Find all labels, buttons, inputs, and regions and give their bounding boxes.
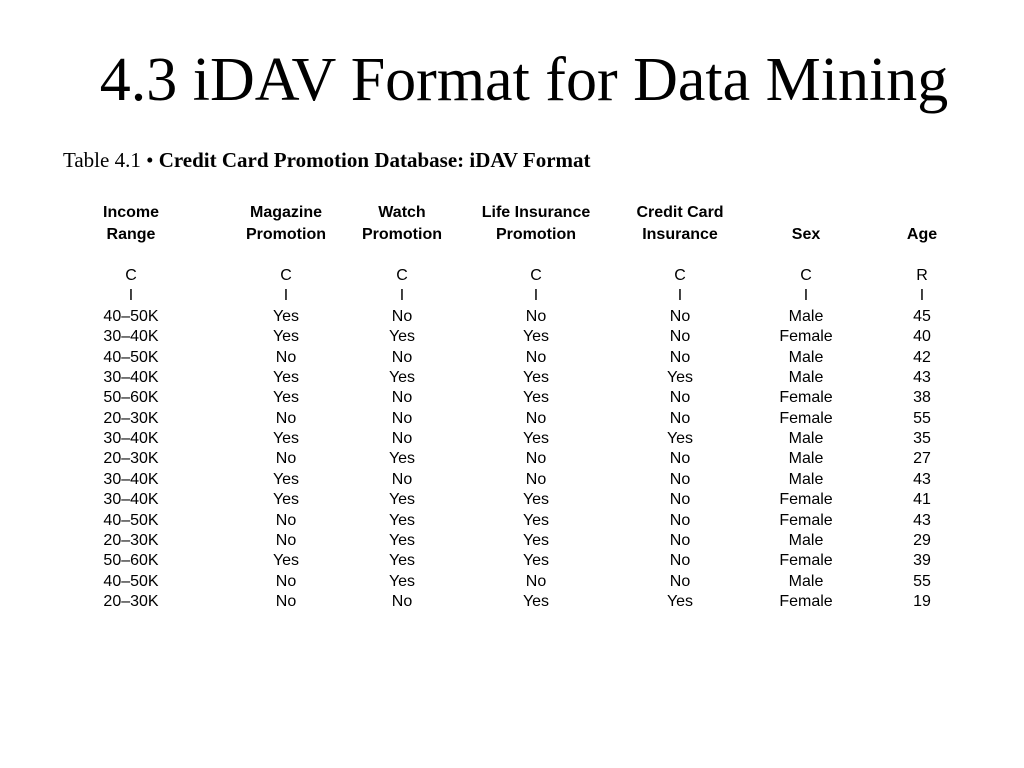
table-cell-income-range: 30–40K (103, 471, 159, 488)
table-cell-income-range: 30–40K (103, 430, 159, 447)
table-cell-magazine-promotion: No (275, 512, 297, 529)
table-cell-credit-card-insurance: No (669, 328, 691, 345)
header-income-range: Range (106, 226, 156, 243)
table-cell-magazine-promotion: No (275, 349, 297, 366)
table-cell-credit-card-insurance: No (669, 491, 691, 508)
table-cell-credit-card-insurance: Yes (666, 430, 694, 447)
table-cell-credit-card-insurance: No (669, 512, 691, 529)
type-cell-life-insurance-promotion: I (533, 287, 539, 304)
table-cell-magazine-promotion: Yes (272, 430, 300, 447)
table-cell-credit-card-insurance: No (669, 308, 691, 325)
header-credit-card-insurance: Credit Card (636, 204, 724, 221)
table-cell-age: 43 (913, 512, 931, 529)
table-cell-income-range: 40–50K (103, 349, 159, 366)
table-cell-credit-card-insurance: No (669, 410, 691, 427)
table-cell-credit-card-insurance: No (669, 573, 691, 590)
type-cell-magazine-promotion: I (283, 287, 289, 304)
table-cell-watch-promotion: Yes (388, 491, 416, 508)
table-cell-age: 35 (913, 430, 931, 447)
table-cell-watch-promotion: No (391, 308, 413, 325)
table-cell-age: 42 (913, 349, 931, 366)
table-cell-life-insurance-promotion: Yes (522, 593, 550, 610)
table-cell-magazine-promotion: Yes (272, 328, 300, 345)
type-cell-income-range: C (125, 267, 137, 284)
table-cell-life-insurance-promotion: No (525, 349, 547, 366)
table-cell-credit-card-insurance: No (669, 532, 691, 549)
table-cell-age: 55 (913, 410, 931, 427)
table-cell-life-insurance-promotion: Yes (522, 532, 550, 549)
table-cell-credit-card-insurance: No (669, 450, 691, 467)
table-cell-watch-promotion: Yes (388, 573, 416, 590)
table-cell-sex: Male (788, 573, 824, 590)
table-cell-income-range: 40–50K (103, 512, 159, 529)
header-watch-promotion: Watch (378, 204, 426, 221)
table-cell-income-range: 20–30K (103, 410, 159, 427)
header-life-insurance-promotion: Life Insurance (481, 204, 591, 221)
table-cell-watch-promotion: No (391, 389, 413, 406)
table-cell-sex: Male (788, 430, 824, 447)
table-cell-life-insurance-promotion: No (525, 573, 547, 590)
table-cell-sex: Male (788, 349, 824, 366)
table-cell-life-insurance-promotion: Yes (522, 369, 550, 386)
table-cell-watch-promotion: Yes (388, 532, 416, 549)
table-cell-watch-promotion: No (391, 471, 413, 488)
table-cell-age: 27 (913, 450, 931, 467)
table-cell-income-range: 30–40K (103, 328, 159, 345)
header-magazine-promotion: Magazine (249, 204, 323, 221)
type-cell-watch-promotion: C (396, 267, 408, 284)
type-cell-sex: I (803, 287, 809, 304)
table-cell-credit-card-insurance: Yes (666, 593, 694, 610)
table-cell-income-range: 20–30K (103, 593, 159, 610)
table-cell-credit-card-insurance: No (669, 349, 691, 366)
table-cell-watch-promotion: Yes (388, 369, 416, 386)
table-caption-bullet: • (140, 148, 159, 172)
table-cell-income-range: 40–50K (103, 308, 159, 325)
table-cell-sex: Male (788, 308, 824, 325)
type-cell-life-insurance-promotion: C (530, 267, 542, 284)
table-cell-watch-promotion: No (391, 349, 413, 366)
table-cell-sex: Female (779, 552, 833, 569)
table-cell-life-insurance-promotion: Yes (522, 491, 550, 508)
table-cell-age: 29 (913, 532, 931, 549)
table-caption-label: Table 4.1 (63, 148, 141, 172)
table-cell-watch-promotion: Yes (388, 450, 416, 467)
table-cell-income-range: 30–40K (103, 369, 159, 386)
table-cell-life-insurance-promotion: Yes (522, 389, 550, 406)
table-cell-magazine-promotion: No (275, 593, 297, 610)
slide-title: 4.3 iDAV Format for Data Mining (99, 46, 949, 114)
table-caption-title: Credit Card Promotion Database: iDAV Format (158, 148, 591, 172)
table-cell-magazine-promotion: No (275, 573, 297, 590)
table-cell-income-range: 50–60K (103, 552, 159, 569)
table-cell-credit-card-insurance: No (669, 471, 691, 488)
table-cell-income-range: 40–50K (103, 573, 159, 590)
header-income-range: Income (102, 204, 160, 221)
type-cell-watch-promotion: I (399, 287, 405, 304)
table-cell-credit-card-insurance: No (669, 389, 691, 406)
table-cell-magazine-promotion: Yes (272, 308, 300, 325)
table-cell-life-insurance-promotion: Yes (522, 430, 550, 447)
table-cell-watch-promotion: No (391, 410, 413, 427)
type-cell-credit-card-insurance: I (677, 287, 683, 304)
table-cell-credit-card-insurance: No (669, 552, 691, 569)
table-cell-sex: Female (779, 389, 833, 406)
table-cell-age: 43 (913, 471, 931, 488)
table-cell-sex: Female (779, 491, 833, 508)
table-cell-magazine-promotion: Yes (272, 552, 300, 569)
table-cell-sex: Female (779, 512, 833, 529)
header-sex: Sex (791, 226, 821, 243)
table-cell-income-range: 20–30K (103, 450, 159, 467)
table-cell-sex: Female (779, 410, 833, 427)
header-watch-promotion: Promotion (362, 226, 442, 243)
table-cell-income-range: 20–30K (103, 532, 159, 549)
table-cell-life-insurance-promotion: Yes (522, 328, 550, 345)
table-cell-age: 39 (913, 552, 931, 569)
table-cell-income-range: 50–60K (103, 389, 159, 406)
table-cell-credit-card-insurance: Yes (666, 369, 694, 386)
table-cell-sex: Male (788, 369, 824, 386)
type-cell-sex: C (800, 267, 812, 284)
table-cell-sex: Female (779, 328, 833, 345)
table-cell-magazine-promotion: Yes (272, 389, 300, 406)
table-cell-watch-promotion: No (391, 430, 413, 447)
table-cell-magazine-promotion: No (275, 532, 297, 549)
table-cell-magazine-promotion: Yes (272, 491, 300, 508)
table-caption (63, 146, 591, 174)
header-life-insurance-promotion: Promotion (496, 226, 576, 243)
table-cell-magazine-promotion: No (275, 410, 297, 427)
table-cell-income-range: 30–40K (103, 491, 159, 508)
table-cell-magazine-promotion: Yes (272, 369, 300, 386)
header-credit-card-insurance: Insurance (642, 226, 718, 243)
table-cell-watch-promotion: No (391, 593, 413, 610)
table-cell-life-insurance-promotion: Yes (522, 512, 550, 529)
table-cell-sex: Male (788, 532, 824, 549)
type-cell-magazine-promotion: C (280, 267, 292, 284)
type-cell-age: R (916, 267, 928, 284)
table-cell-magazine-promotion: Yes (272, 471, 300, 488)
table-cell-age: 19 (913, 593, 931, 610)
table-cell-age: 55 (913, 573, 931, 590)
table-cell-age: 41 (913, 491, 931, 508)
table-cell-sex: Female (779, 593, 833, 610)
table-cell-age: 45 (913, 308, 931, 325)
type-cell-age: I (919, 287, 925, 304)
table-cell-sex: Male (788, 450, 824, 467)
table-cell-watch-promotion: Yes (388, 328, 416, 345)
header-age: Age (906, 226, 938, 243)
table-cell-life-insurance-promotion: Yes (522, 552, 550, 569)
table-cell-magazine-promotion: No (275, 450, 297, 467)
table-cell-life-insurance-promotion: No (525, 410, 547, 427)
table-cell-age: 38 (913, 389, 931, 406)
type-cell-credit-card-insurance: C (674, 267, 686, 284)
table-cell-age: 40 (913, 328, 931, 345)
type-cell-income-range: I (128, 287, 134, 304)
table-cell-watch-promotion: Yes (388, 512, 416, 529)
table-cell-life-insurance-promotion: No (525, 471, 547, 488)
table-cell-age: 43 (913, 369, 931, 386)
header-magazine-promotion: Promotion (246, 226, 326, 243)
table-cell-watch-promotion: Yes (388, 552, 416, 569)
table-cell-life-insurance-promotion: No (525, 450, 547, 467)
table-cell-sex: Male (788, 471, 824, 488)
table-cell-life-insurance-promotion: No (525, 308, 547, 325)
